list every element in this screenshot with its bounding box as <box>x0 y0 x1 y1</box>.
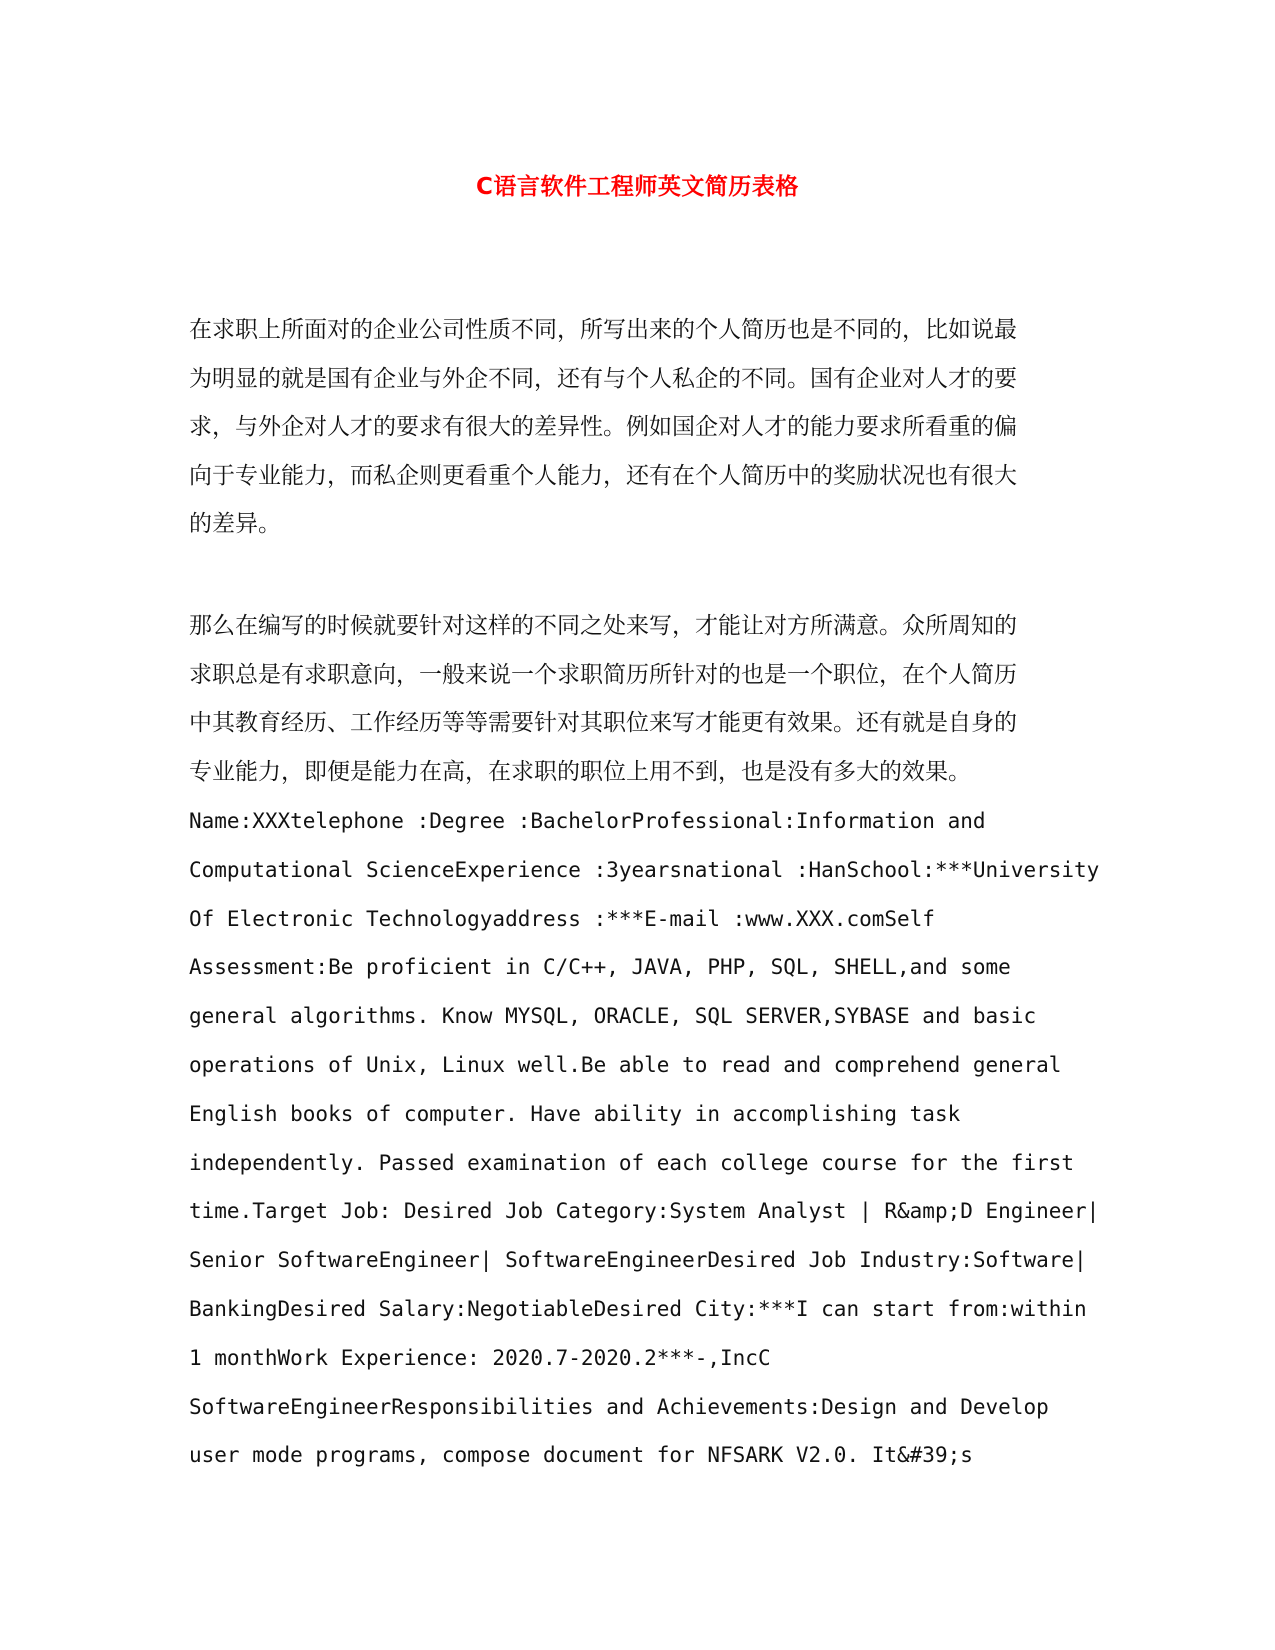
resume-line: 1 monthWork Experience: 2020.7-2020.2***-,IncC <box>189 1345 771 1370</box>
paragraph-line: 向于专业能力，而私企则更看重个人能力，还有在个人简历中的奖励状况也有很大 <box>189 462 1017 489</box>
resume-line: Senior SoftwareEngineer| SoftwareEngineerDesired Job Industry:Software| <box>189 1248 1087 1273</box>
resume-line: time.Target Job: Desired Job Category:System Analyst | R&amp;D Engineer| <box>189 1199 1100 1224</box>
resume-line: Computational ScienceExperience :3yearsnational :HanSchool:***University <box>189 857 1100 882</box>
writing-advice-paragraph <box>189 602 1089 796</box>
resume-line: SoftwareEngineerResponsibilities and Achievements:Design and Develop <box>189 1394 1049 1419</box>
intro-paragraph <box>189 306 1089 549</box>
paragraph-line: 中其教育经历、工作经历等等需要针对其职位来写才能更有效果。还有就是自身的 <box>189 710 1017 736</box>
paragraph-line: 求职总是有求职意向，一般来说一个求职简历所针对的也是一个职位，在个人简历 <box>189 661 1017 688</box>
resume-line: Of Electronic Technologyaddress :***E-mail :www.XXX.comSelf <box>189 906 935 931</box>
paragraph-line: 求，与外企对人才的要求有很大的差异性。例如国企对人才的能力要求所看重的偏 <box>189 414 1017 440</box>
resume-line: BankingDesired Salary:NegotiableDesired City:***I can start from:within <box>189 1296 1087 1321</box>
paragraph-line: 在求职上所面对的企业公司性质不同，所写出来的个人简历也是不同的，比如说最 <box>189 317 1017 343</box>
resume-line: independently. Passed examination of each college course for the first <box>189 1150 1075 1175</box>
document-title: C语言软件工程师英文简历表格 <box>476 174 799 200</box>
english-resume-body <box>189 797 1100 1480</box>
paragraph-line: 那么在编写的时候就要针对这样的不同之处来写，才能让对方所满意。众所周知的 <box>189 613 1017 639</box>
resume-line: user mode programs, compose document for NFSARK V2.0. It&#39;s <box>189 1443 973 1468</box>
resume-line: Name:XXXtelephone :Degree :BachelorProfessional:Information and <box>189 809 986 833</box>
paragraph-line: 为明显的就是国有企业与外企不同，还有与个人私企的不同。国有企业对人才的要 <box>189 365 1017 392</box>
resume-line: general algorithms. Know MYSQL, ORACLE, SQL SERVER,SYBASE and basic <box>189 1004 1037 1029</box>
paragraph-line: 的差异。 <box>189 511 281 537</box>
resume-line: English books of computer. Have ability in accomplishing task <box>189 1101 961 1126</box>
resume-line: operations of Unix, Linux well.Be able to read and comprehend general <box>189 1052 1062 1077</box>
paragraph-line: 专业能力，即便是能力在高，在求职的职位上用不到，也是没有多大的效果。 <box>189 758 971 785</box>
resume-line: Assessment:Be proficient in C/C++, JAVA, PHP, SQL, SHELL,and some <box>189 955 1011 980</box>
